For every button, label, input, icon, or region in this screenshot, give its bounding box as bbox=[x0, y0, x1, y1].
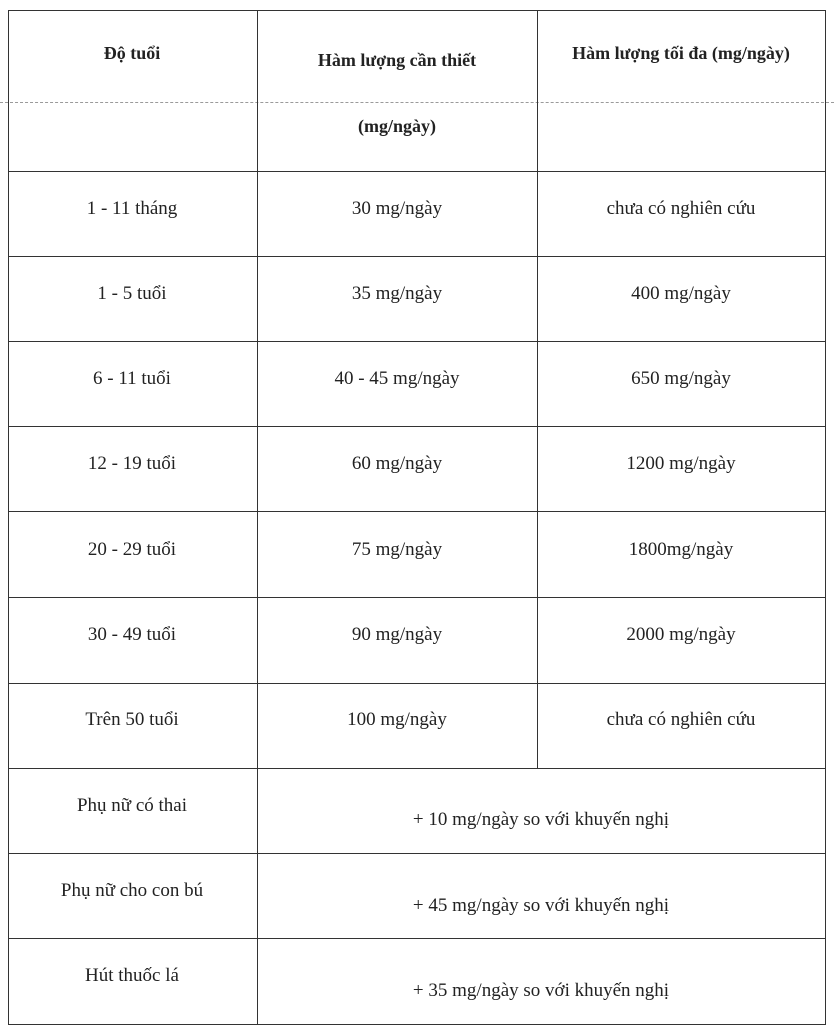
row-divider bbox=[8, 853, 826, 854]
row-required: 100 mg/ngày bbox=[347, 709, 447, 730]
header-required: Hàm lượng cần thiết bbox=[317, 50, 477, 70]
special-group: Hút thuốc lá bbox=[85, 965, 179, 986]
special-note: + 35 mg/ngày so với khuyến nghị bbox=[412, 980, 670, 1001]
row-age: Trên 50 tuổi bbox=[85, 709, 179, 730]
row-age: 20 - 29 tuổi bbox=[87, 539, 177, 560]
row-required: 40 - 45 mg/ngày bbox=[334, 368, 460, 389]
table-border-top bbox=[8, 10, 826, 11]
row-divider bbox=[8, 938, 826, 939]
special-group: Phụ nữ cho con bú bbox=[60, 880, 204, 901]
row-required: 75 mg/ngày bbox=[351, 539, 443, 560]
row-divider bbox=[8, 341, 826, 342]
column-divider bbox=[257, 10, 258, 1025]
row-divider bbox=[8, 426, 826, 427]
row-age: 6 - 11 tuổi bbox=[93, 368, 171, 389]
special-note: + 10 mg/ngày so với khuyến nghị bbox=[412, 809, 670, 830]
row-divider bbox=[8, 768, 826, 769]
row-divider bbox=[8, 256, 826, 257]
header-required-unit: (mg/ngày) bbox=[358, 116, 436, 136]
header-age: Độ tuổi bbox=[103, 43, 161, 63]
row-age: 1 - 5 tuổi bbox=[97, 283, 167, 304]
column-divider bbox=[537, 10, 538, 769]
row-divider bbox=[8, 597, 826, 598]
table-border-right bbox=[825, 10, 826, 1025]
row-max: 400 mg/ngày bbox=[631, 283, 731, 304]
header-max: Hàm lượng tối đa (mg/ngày) bbox=[572, 43, 790, 63]
special-note: + 45 mg/ngày so với khuyến nghị bbox=[412, 895, 670, 916]
row-age: 1 - 11 tháng bbox=[86, 198, 178, 219]
row-max: chưa có nghiên cứu bbox=[606, 198, 756, 219]
row-age: 30 - 49 tuổi bbox=[87, 624, 177, 645]
row-max: 1800mg/ngày bbox=[628, 539, 734, 560]
row-age: 12 - 19 tuổi bbox=[87, 453, 177, 474]
table-border-left bbox=[8, 10, 9, 1025]
row-required: 30 mg/ngày bbox=[351, 198, 443, 219]
row-required: 60 mg/ngày bbox=[351, 453, 443, 474]
row-required: 90 mg/ngày bbox=[351, 624, 443, 645]
row-divider bbox=[8, 171, 826, 172]
row-required: 35 mg/ngày bbox=[351, 283, 443, 304]
special-group: Phụ nữ có thai bbox=[76, 795, 188, 816]
table-border-bottom bbox=[8, 1024, 826, 1025]
row-max: 650 mg/ngày bbox=[631, 368, 731, 389]
row-divider bbox=[8, 683, 826, 684]
row-max: 1200 mg/ngày bbox=[626, 453, 736, 474]
row-max: 2000 mg/ngày bbox=[626, 624, 736, 645]
row-divider bbox=[8, 511, 826, 512]
row-max: chưa có nghiên cứu bbox=[606, 709, 756, 730]
page-break-divider bbox=[0, 102, 834, 103]
